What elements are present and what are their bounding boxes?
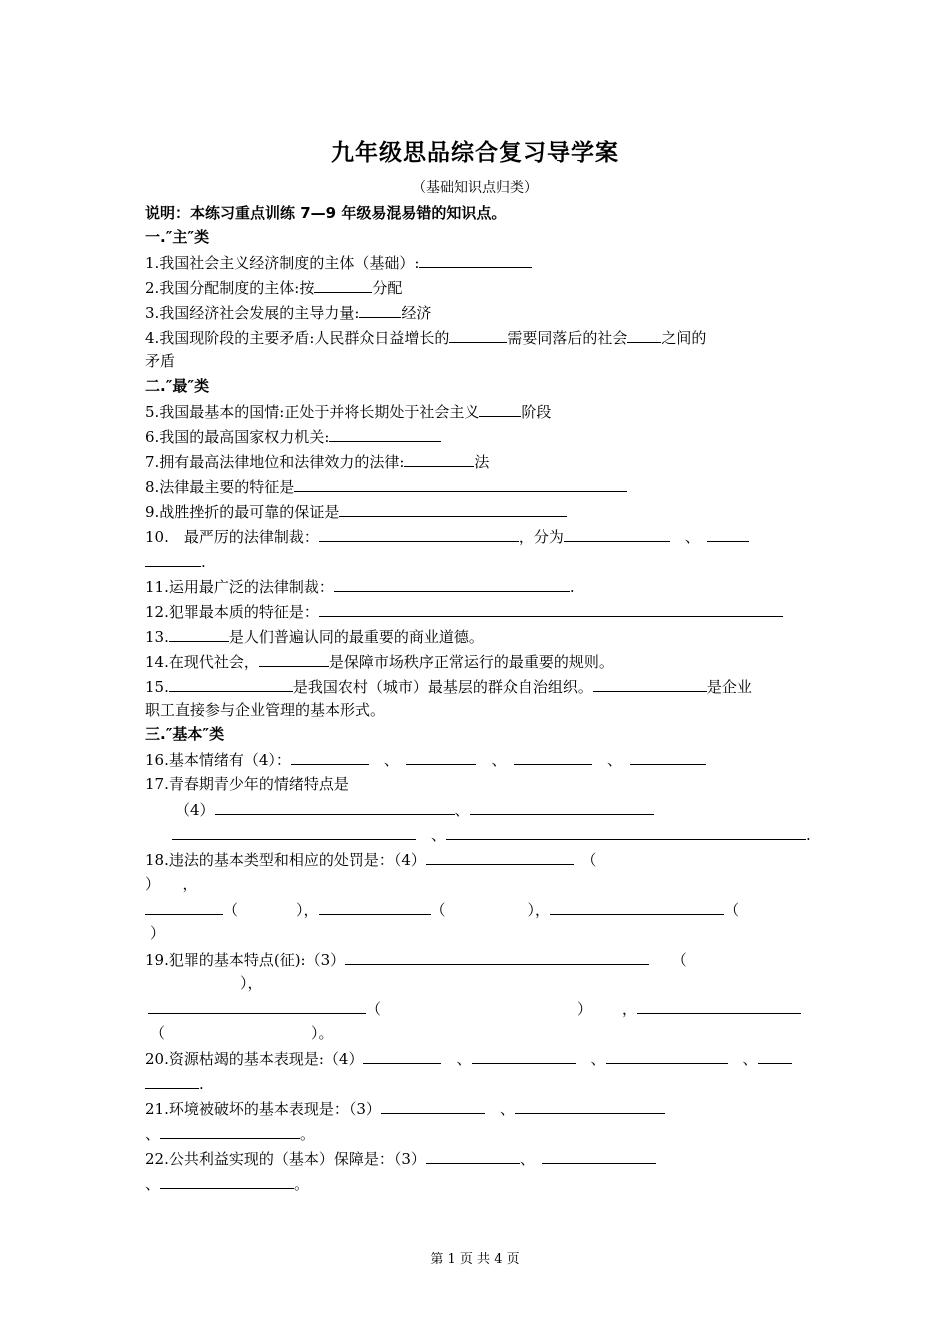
page-subtitle: （基础知识点归类）: [412, 180, 538, 196]
blank: [294, 477, 627, 492]
blank: [593, 677, 707, 692]
blank: [725, 999, 801, 1014]
question-10-cont: .: [145, 552, 206, 571]
blank: [339, 502, 567, 517]
question-19-cont-3: （ ）。: [150, 1024, 334, 1042]
question-1: 1.我国社会主义经济制度的主体（基础）:: [145, 253, 532, 272]
blank: [707, 527, 749, 542]
blank: [160, 1174, 294, 1189]
blank: [259, 652, 329, 667]
blank: [172, 825, 416, 840]
question-9: 9.战胜挫折的最可靠的保证是: [145, 502, 567, 521]
question-16: 16.基本情绪有（4）： 、 、 、: [145, 750, 706, 769]
blank: [215, 800, 455, 815]
blank: [515, 1099, 665, 1114]
blank: [329, 427, 441, 442]
question-20-cont: .: [145, 1074, 204, 1093]
blank: [472, 1049, 576, 1064]
section-heading-zui: 二.″最″类: [145, 377, 210, 395]
question-18-cont-3: ）: [150, 924, 166, 942]
blank: [630, 750, 706, 765]
blank: [314, 278, 372, 293]
blank: [470, 800, 654, 815]
blank: [514, 750, 592, 765]
blank: [419, 253, 532, 268]
question-18-cont-2: （ ）， （ ）， （: [145, 900, 739, 919]
blank: [449, 328, 507, 343]
blank: [169, 677, 293, 692]
question-7: 7.拥有最高法律地位和法律效力的法律: 法: [145, 453, 490, 471]
question-21-cont: 、 。: [145, 1125, 316, 1143]
question-17: 17.青春期青少年的情绪特点是: [145, 775, 349, 793]
question-4-cont: 矛盾: [145, 352, 176, 370]
question-19: 19.犯罪的基本特点(征):（3） （: [145, 951, 687, 969]
question-21: 21.环境被破坏的基本表现是：（3） 、: [145, 1099, 665, 1118]
question-11: 11.运用最广泛的法律制裁： .: [145, 578, 575, 596]
question-6: 6.我国的最高国家权力机关:: [145, 427, 441, 446]
blank: [345, 950, 649, 965]
intro-note: 说明：本练习重点训练 7—9 年级易混易错的知识点。: [145, 204, 507, 222]
blank: [145, 552, 201, 567]
question-8: 8.法律最主要的特征是: [145, 477, 627, 496]
question-17-line-b: 、 .: [172, 825, 811, 844]
blank: [542, 1149, 656, 1164]
question-18: 18.违法的基本类型和相应的处罚是：（4） （: [145, 851, 597, 869]
blank: [145, 900, 223, 915]
blank: [334, 577, 570, 592]
blank: [319, 900, 431, 915]
section-heading-zhu: 一.″主″类: [145, 228, 210, 246]
blank: [627, 328, 661, 343]
blank: [446, 825, 806, 840]
blank: [758, 1049, 792, 1064]
question-5: 5.我国最基本的国情:正处于并将长期处于社会主义 阶段: [145, 403, 552, 421]
blank: [637, 999, 725, 1014]
blank: [550, 900, 724, 915]
blank: [564, 527, 670, 542]
question-22-cont: 、 。: [145, 1175, 310, 1193]
page-footer: 第 1 页 共 4 页: [430, 1252, 520, 1267]
page-title: 九年级思品综合复习导学案: [331, 140, 619, 166]
blank: [606, 1049, 728, 1064]
blank: [426, 850, 574, 865]
blank: [160, 1124, 300, 1139]
question-20: 20.资源枯竭的基本表现是:（4） 、 、 、: [145, 1049, 792, 1068]
question-17-line-a: （4） 、: [175, 800, 654, 819]
question-10: 10. 最严厉的法律制裁： ，分为 、: [145, 527, 749, 546]
blank: [348, 999, 366, 1014]
section-heading-jiben: 三.″基本″类: [145, 725, 225, 743]
question-15-cont: 职工直接参与企业管理的基本形式。: [145, 701, 386, 719]
question-12: 12.犯罪最本质的特征是：: [145, 602, 783, 621]
question-3: 3.我国经济社会发展的主导力量: 经济: [145, 304, 432, 322]
blank: [148, 999, 348, 1014]
question-2: 2.我国分配制度的主体:按 分配: [145, 279, 403, 297]
question-15: 15. 是我国农村（城市）最基层的群众自治组织。 是企业: [145, 678, 752, 696]
question-18-cont-1: ） ，: [145, 875, 198, 893]
question-13: 13. 是人们普遍认同的最重要的商业道德。: [145, 628, 484, 646]
blank: [404, 452, 474, 467]
blank: [319, 602, 783, 617]
question-19-cont-2: （ ） ，: [148, 999, 801, 1018]
blank: [291, 750, 369, 765]
blank: [426, 1149, 520, 1164]
blank: [479, 402, 521, 417]
blank: [406, 750, 476, 765]
blank: [169, 627, 229, 642]
question-22: 22.公共利益实现的（基本）保障是：（3） 、: [145, 1149, 656, 1168]
question-14: 14.在现代社会， 是保障市场秩序正常运行的最重要的规则。: [145, 653, 614, 671]
blank: [319, 527, 519, 542]
blank: [359, 303, 401, 318]
question-19-cont-1: ），: [240, 974, 263, 992]
blank: [381, 1099, 485, 1114]
blank: [363, 1049, 441, 1064]
blank: [145, 1074, 199, 1089]
question-4: 4.我国现阶段的主要矛盾:人民群众日益增长的 需要同落后的社会 之间的: [145, 329, 707, 347]
